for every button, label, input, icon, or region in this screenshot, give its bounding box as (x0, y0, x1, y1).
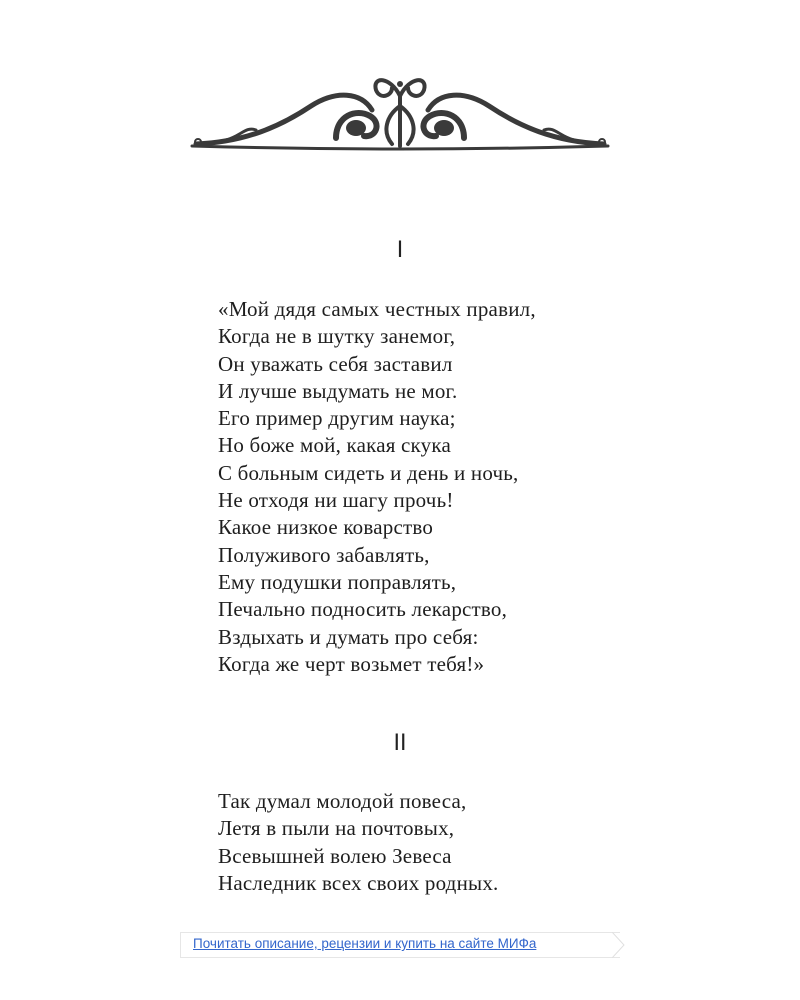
verse-line: И лучше выдумать не мог. (218, 378, 458, 403)
verse-line: Печально подносить лекарство, (218, 597, 508, 622)
verse-line: Наследник всех своих родных. (218, 870, 499, 895)
verse-line: Не отходя ни шагу прочь! (218, 488, 454, 513)
verse-line: Всевышней волею Зевеса (218, 843, 452, 868)
verse-line: Когда не в шутку занемог, (218, 324, 456, 349)
ornament-flourish-icon (186, 66, 614, 154)
verse-line: Он уважать себя заставил (218, 351, 453, 376)
chapter-numeral-2: II (393, 731, 407, 756)
store-link-box (180, 932, 620, 958)
verse-line: Но боже мой, какая скука (218, 433, 451, 458)
verse-line: Полуживого забавлять, (218, 542, 430, 567)
stanza-1 (218, 296, 536, 678)
verse-line: С больным сидеть и день и ночь, (218, 460, 519, 485)
verse-line: Вздыхать и думать про себя: (218, 624, 479, 649)
store-link[interactable]: Почитать описание, рецензии и купить на сайте МИФа (193, 936, 537, 951)
chapter-numeral-1: I (396, 238, 404, 263)
stanza-2 (218, 788, 498, 897)
verse-line: Когда же черт возьмет тебя!» (218, 651, 485, 676)
verse-line: Так думал молодой повеса, (218, 789, 467, 813)
verse-line: Летя в пыли на почтовых, (218, 816, 455, 841)
verse-line: Какое низкое коварство (218, 515, 434, 540)
verse-line: Его пример другим наука; (218, 406, 456, 431)
arrow-right-icon (612, 932, 628, 958)
verse-line: Ему подушки поправлять, (218, 569, 457, 594)
verse-line: «Мой дядя самых честных правил, (218, 297, 536, 321)
